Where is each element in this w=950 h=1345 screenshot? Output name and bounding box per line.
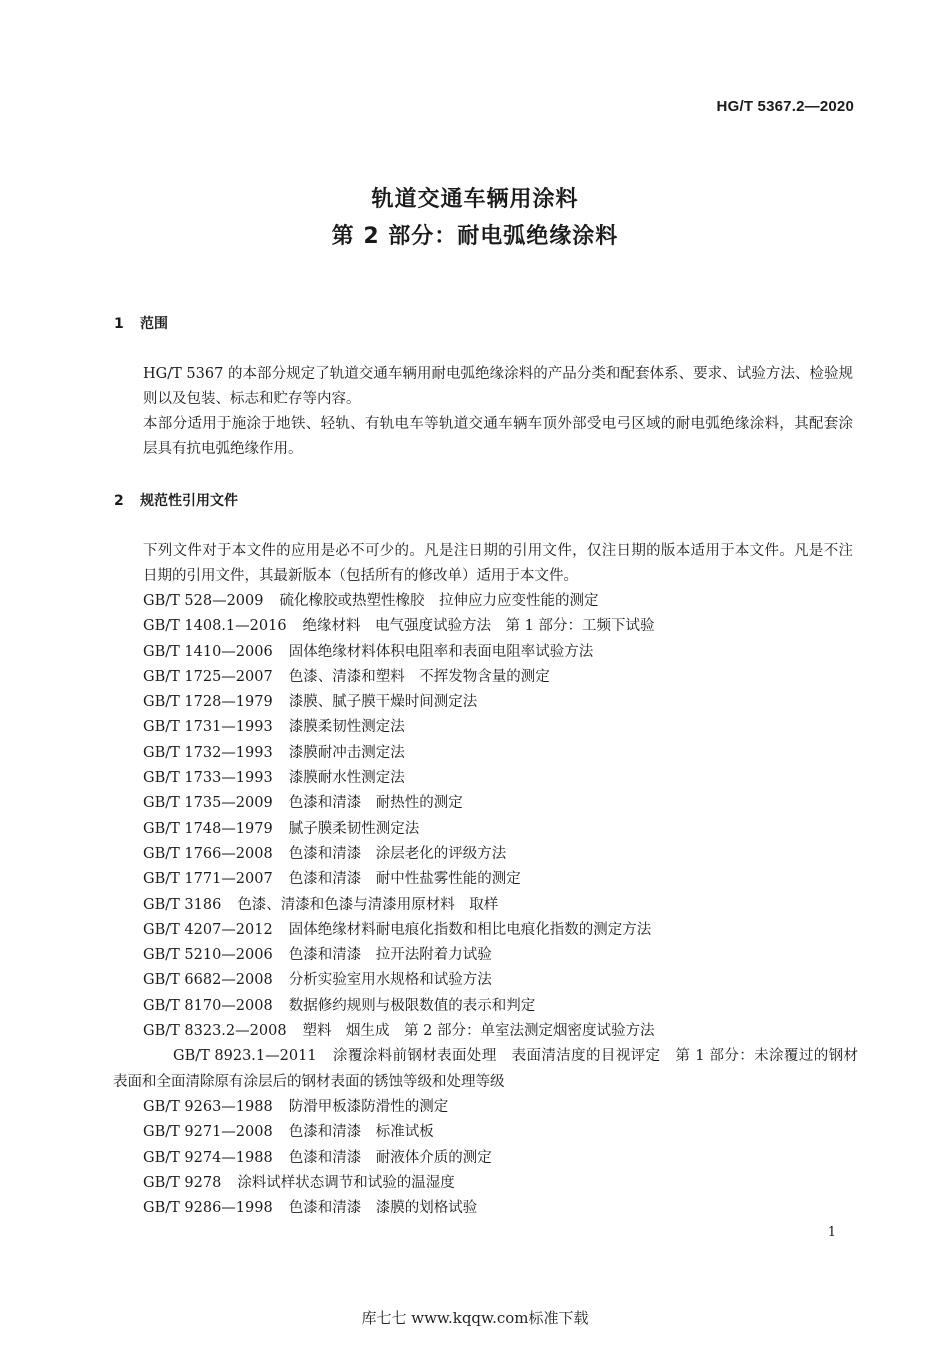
reference-title: 色漆、清漆和色漆与清漆用原材料 取样 xyxy=(237,896,499,913)
reference-item xyxy=(113,1019,858,1044)
document-title: 轨道交通车辆用涂料 xyxy=(371,187,579,212)
section-title: 范围 xyxy=(140,316,168,332)
reference-code: GB/T 8170—2008 xyxy=(143,997,273,1014)
reference-item xyxy=(113,943,858,968)
reference-code: GB/T 5210—2006 xyxy=(143,947,273,964)
reference-title: 固体绝缘材料耐电痕化指数和相比电痕化指数的测定方法 xyxy=(288,921,652,938)
reference-item xyxy=(113,968,858,993)
reference-item xyxy=(113,614,858,639)
reference-item xyxy=(113,640,858,665)
reference-code: GB/T 1748—1979 xyxy=(143,820,273,837)
section-title: 规范性引用文件 xyxy=(140,493,238,509)
reference-code: GB/T 4207—2012 xyxy=(143,921,273,938)
reference-code: GB/T 1408.1—2016 xyxy=(143,618,287,635)
paragraph-text: HG/T 5367 的本部分规定了轨道交通车辆用耐电弧绝缘涂料的产品分类和配套体系、要求、试验方法、检验规则以及包装、标志和贮存等内容。 xyxy=(143,366,853,407)
reference-code: GB/T 9286—1998 xyxy=(143,1200,273,1217)
scope-paragraph-2 xyxy=(113,412,853,462)
reference-title: 漆膜耐冲击测定法 xyxy=(288,744,405,761)
reference-item xyxy=(113,766,858,791)
reference-code: GB/T 1735—2009 xyxy=(143,795,273,812)
reference-code: GB/T 3186 xyxy=(143,896,222,913)
section-heading-scope xyxy=(114,313,168,333)
reference-item xyxy=(113,791,858,816)
section-heading-normative-references xyxy=(114,490,238,510)
reference-code: GB/T 9278 xyxy=(143,1174,222,1191)
section-number: 1 xyxy=(114,316,124,332)
reference-item xyxy=(113,589,858,614)
reference-code: GB/T 9263—1988 xyxy=(143,1098,273,1115)
reference-title: 色漆和清漆 耐液体介质的测定 xyxy=(288,1149,492,1166)
reference-code: GB/T 528—2009 xyxy=(143,593,264,609)
reference-item xyxy=(113,690,858,715)
paragraph-text: 下列文件对于本文件的应用是必不可少的。凡是注日期的引用文件，仅注日期的版本适用于本文件。凡是不注日期的引用文件，其最新版本（包括所有的修改单）适用于本文件。 xyxy=(143,543,853,584)
reference-title: 漆膜、腻子膜干燥时间测定法 xyxy=(288,694,478,711)
standard-code: HG/T 5367.2—2020 xyxy=(716,98,854,115)
reference-code: GB/T 1731—1993 xyxy=(143,719,273,736)
reference-title: 漆膜柔韧性测定法 xyxy=(288,719,405,736)
reference-title: 数据修约规则与极限数值的表示和判定 xyxy=(288,997,536,1014)
reference-title: 涂料试样状态调节和试验的温湿度 xyxy=(237,1174,455,1191)
reference-title: 色漆和清漆 涂层老化的评级方法 xyxy=(288,845,507,862)
reference-title: 腻子膜柔韧性测定法 xyxy=(288,820,420,837)
reference-code: GB/T 1732—1993 xyxy=(143,744,273,761)
reference-title: 漆膜耐水性测定法 xyxy=(288,770,405,787)
reference-code: GB/T 9271—2008 xyxy=(143,1124,273,1141)
reference-item xyxy=(113,1095,858,1120)
reference-item xyxy=(113,994,858,1019)
reference-title: 色漆、清漆和塑料 不挥发物含量的测定 xyxy=(288,668,550,685)
reference-item xyxy=(113,1171,858,1196)
reference-code: GB/T 1725—2007 xyxy=(143,668,273,685)
paragraph-text: 本部分适用于施涂于地铁、轻轨、有轨电车等轨道交通车辆车顶外部受电弓区域的耐电弧绝缘涂料，其配套涂层具有抗电弧绝缘作用。 xyxy=(143,416,853,457)
reference-title: 防滑甲板漆防滑性的测定 xyxy=(288,1098,449,1115)
reference-title: 涂覆涂料前钢材表面处理 表面清洁度的目视评定 第 1 部分：未涂覆过的钢材表面和全面清除原有涂层后的钢材表面的锈蚀等级和处理等级 xyxy=(113,1048,858,1090)
reference-title: 色漆和清漆 标准试板 xyxy=(288,1124,434,1141)
reference-item xyxy=(113,665,858,690)
reference-item xyxy=(113,867,858,892)
reference-title: 塑料 烟生成 第 2 部分：单室法测定烟密度试验方法 xyxy=(302,1023,655,1040)
reference-item xyxy=(113,893,858,918)
references-intro-paragraph xyxy=(113,539,853,589)
reference-code: GB/T 8323.2—2008 xyxy=(143,1023,287,1040)
reference-code: GB/T 1733—1993 xyxy=(143,770,273,787)
document-subtitle: 第 2 部分：耐电弧绝缘涂料 xyxy=(331,224,619,249)
reference-title: 绝缘材料 电气强度试验方法 第 1 部分：工频下试验 xyxy=(302,618,655,635)
reference-title: 分析实验室用水规格和试验方法 xyxy=(288,972,492,989)
page-number: 1 xyxy=(827,1225,836,1240)
reference-item xyxy=(113,715,858,740)
footer-watermark: 库七七 www.kqqw.com标准下载 xyxy=(361,1309,589,1327)
reference-code: GB/T 1771—2007 xyxy=(143,871,273,888)
reference-code: GB/T 8923.1—2011 xyxy=(173,1048,317,1065)
reference-code: GB/T 6682—2008 xyxy=(143,972,273,989)
scope-paragraph-1 xyxy=(113,362,853,412)
reference-code: GB/T 1410—2006 xyxy=(143,643,273,660)
reference-title: 色漆和清漆 拉开法附着力试验 xyxy=(288,947,492,964)
reference-list xyxy=(113,589,858,1221)
reference-title: 色漆和清漆 耐中性盐雾性能的测定 xyxy=(288,871,521,888)
reference-item xyxy=(113,1146,858,1171)
reference-item xyxy=(113,918,858,943)
reference-item xyxy=(113,817,858,842)
reference-item xyxy=(113,1196,858,1221)
reference-title: 色漆和清漆 漆膜的划格试验 xyxy=(288,1200,478,1217)
section-number: 2 xyxy=(114,493,124,509)
reference-item xyxy=(113,842,858,867)
reference-code: GB/T 1728—1979 xyxy=(143,694,273,711)
reference-item xyxy=(113,1044,858,1095)
reference-title: 色漆和清漆 耐热性的测定 xyxy=(288,795,463,812)
reference-code: GB/T 9274—1988 xyxy=(143,1149,273,1166)
reference-item xyxy=(113,1120,858,1145)
reference-item xyxy=(113,741,858,766)
reference-title: 硫化橡胶或热塑性橡胶 拉伸应力应变性能的测定 xyxy=(279,593,599,609)
reference-code: GB/T 1766—2008 xyxy=(143,845,273,862)
reference-title: 固体绝缘材料体积电阻率和表面电阻率试验方法 xyxy=(288,643,594,660)
